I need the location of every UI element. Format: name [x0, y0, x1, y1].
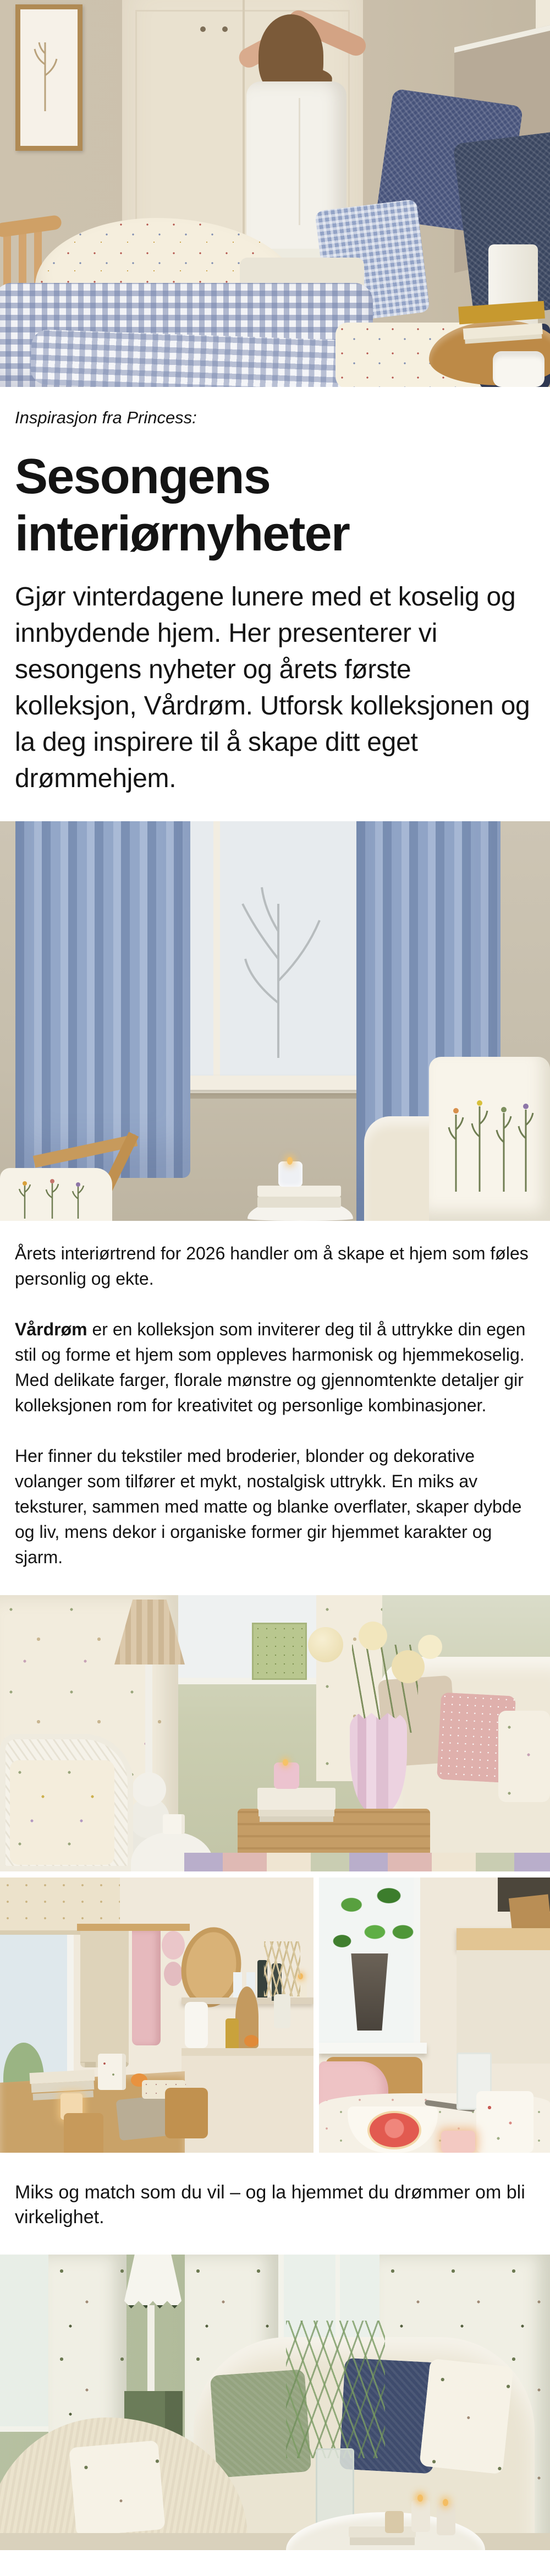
intro-paragraph: Gjør vinterdagene lunere med et koselig og innbydende hjem. Her presenterer vi sesongens nyheter og årets første kolleksjon, Vårdrøm. Utforsk kolleksjonen og la deg inspirere til å skape ditt eget drømmehjem. [15, 582, 530, 793]
mug [385, 2511, 404, 2533]
persimmon [244, 2035, 258, 2047]
oil-bottle [226, 2018, 239, 2048]
window-mullion [213, 821, 220, 1076]
eucalyptus-branches [286, 2321, 385, 2458]
floral-mug [98, 2054, 126, 2090]
lit-candles [411, 2500, 430, 2532]
peg-rail [77, 1924, 190, 1931]
outro-paragraph: Miks og match som du vil – og la hjemmet du drømmer om bli virkelighet. [15, 2182, 525, 2228]
wooden-board [509, 1894, 550, 1933]
window-sill [319, 2043, 427, 2054]
pink-candle-holder [274, 1762, 299, 1789]
wooden-chair [165, 2088, 208, 2138]
eyebrow-text: Inspirasjon fra Princess: [15, 408, 197, 427]
framed-botanical-art [15, 4, 82, 151]
wooden-countertop [457, 1928, 550, 1950]
wooden-chair [64, 2113, 103, 2153]
body-section [0, 1221, 550, 1595]
collection-name: Vårdrøm [15, 1319, 87, 1339]
blue-curtain-left [15, 821, 190, 1178]
hero-image [0, 0, 550, 387]
wardrobe-knob [200, 26, 206, 32]
row-left-image [0, 1878, 314, 2153]
books-on-table [349, 2526, 416, 2537]
striped-rug [184, 1853, 550, 1871]
cream-dahlias [308, 1627, 343, 1662]
bottom-image [0, 2255, 550, 2550]
book-stack [257, 1788, 336, 1810]
frosted-candle [278, 1161, 302, 1187]
floral-pillow [498, 1711, 550, 1802]
dried-flowers [264, 1941, 300, 1996]
wooden-chair-backrest [0, 215, 62, 238]
hanging-apron [80, 1931, 129, 2067]
green-plant [323, 1878, 417, 1968]
wardrobe-knob [222, 26, 228, 32]
floral-cushion [10, 1760, 114, 1865]
trend-paragraph: Årets interiørtrend for 2026 handler om å skape et hjem som føles personlig og ekte. [15, 1243, 529, 1289]
books-on-table [257, 1186, 341, 1197]
green-decor-box [252, 1623, 307, 1680]
grapefruit-half [367, 2111, 421, 2149]
floral-pillow [69, 2440, 166, 2537]
lit-candle [441, 2131, 475, 2153]
collection-text: er en kolleksjon som inviterer deg til å uttrykke din egen stil og forme et hjem som oppleves harmonisk og hjemmekoselig. Med delikate farger, florale mønstre og gjennomtenkte detaljer gir kolleksjonen rom for kreativitet og personlige kombinasjoner. [15, 1319, 526, 1415]
lamp-base [132, 1772, 166, 1807]
lamp-pole [147, 2305, 155, 2392]
floral-pillow [419, 2359, 514, 2475]
outro-section [0, 2180, 550, 2230]
glass-vase [274, 1994, 290, 2028]
white-cylinder-decor [493, 351, 544, 387]
mug [163, 1814, 185, 1834]
embroidered-pillow [429, 1057, 550, 1221]
third-image [0, 1595, 550, 1871]
second-image [0, 821, 550, 1221]
image-row [0, 1878, 550, 2153]
paper-towel-roll [185, 2002, 208, 2048]
pot-holders [162, 1931, 185, 1960]
row-right-image [319, 1878, 550, 2153]
window-left [0, 2255, 56, 2432]
pink-ruffled-vase [350, 1712, 407, 1812]
pedestal-side-table [248, 1199, 353, 1221]
lamp-pole [145, 1664, 152, 1777]
embroidered-cushion [0, 1168, 112, 1221]
pink-towel [132, 1931, 161, 2045]
scalloped-lamp-shade [124, 2255, 182, 2308]
page-title: Sesongens interiørnyheter [15, 449, 350, 561]
collection-paragraph [15, 1317, 536, 1418]
floral-mug [476, 2091, 534, 2153]
window-sill [174, 1076, 380, 1090]
textiles-paragraph: Her finner du tekstiler med broderier, blonder og dekorative volanger som tilfører et mykt, nostalgisk uttrykk. En miks av teksturer, sammen med matte og blanke overflater, skaper dybde og liv, mens dekor i organiske former gir hjemmet karakter og sjarm. [15, 1446, 522, 1567]
cabinet [457, 1950, 550, 2064]
intro-section [0, 405, 550, 797]
